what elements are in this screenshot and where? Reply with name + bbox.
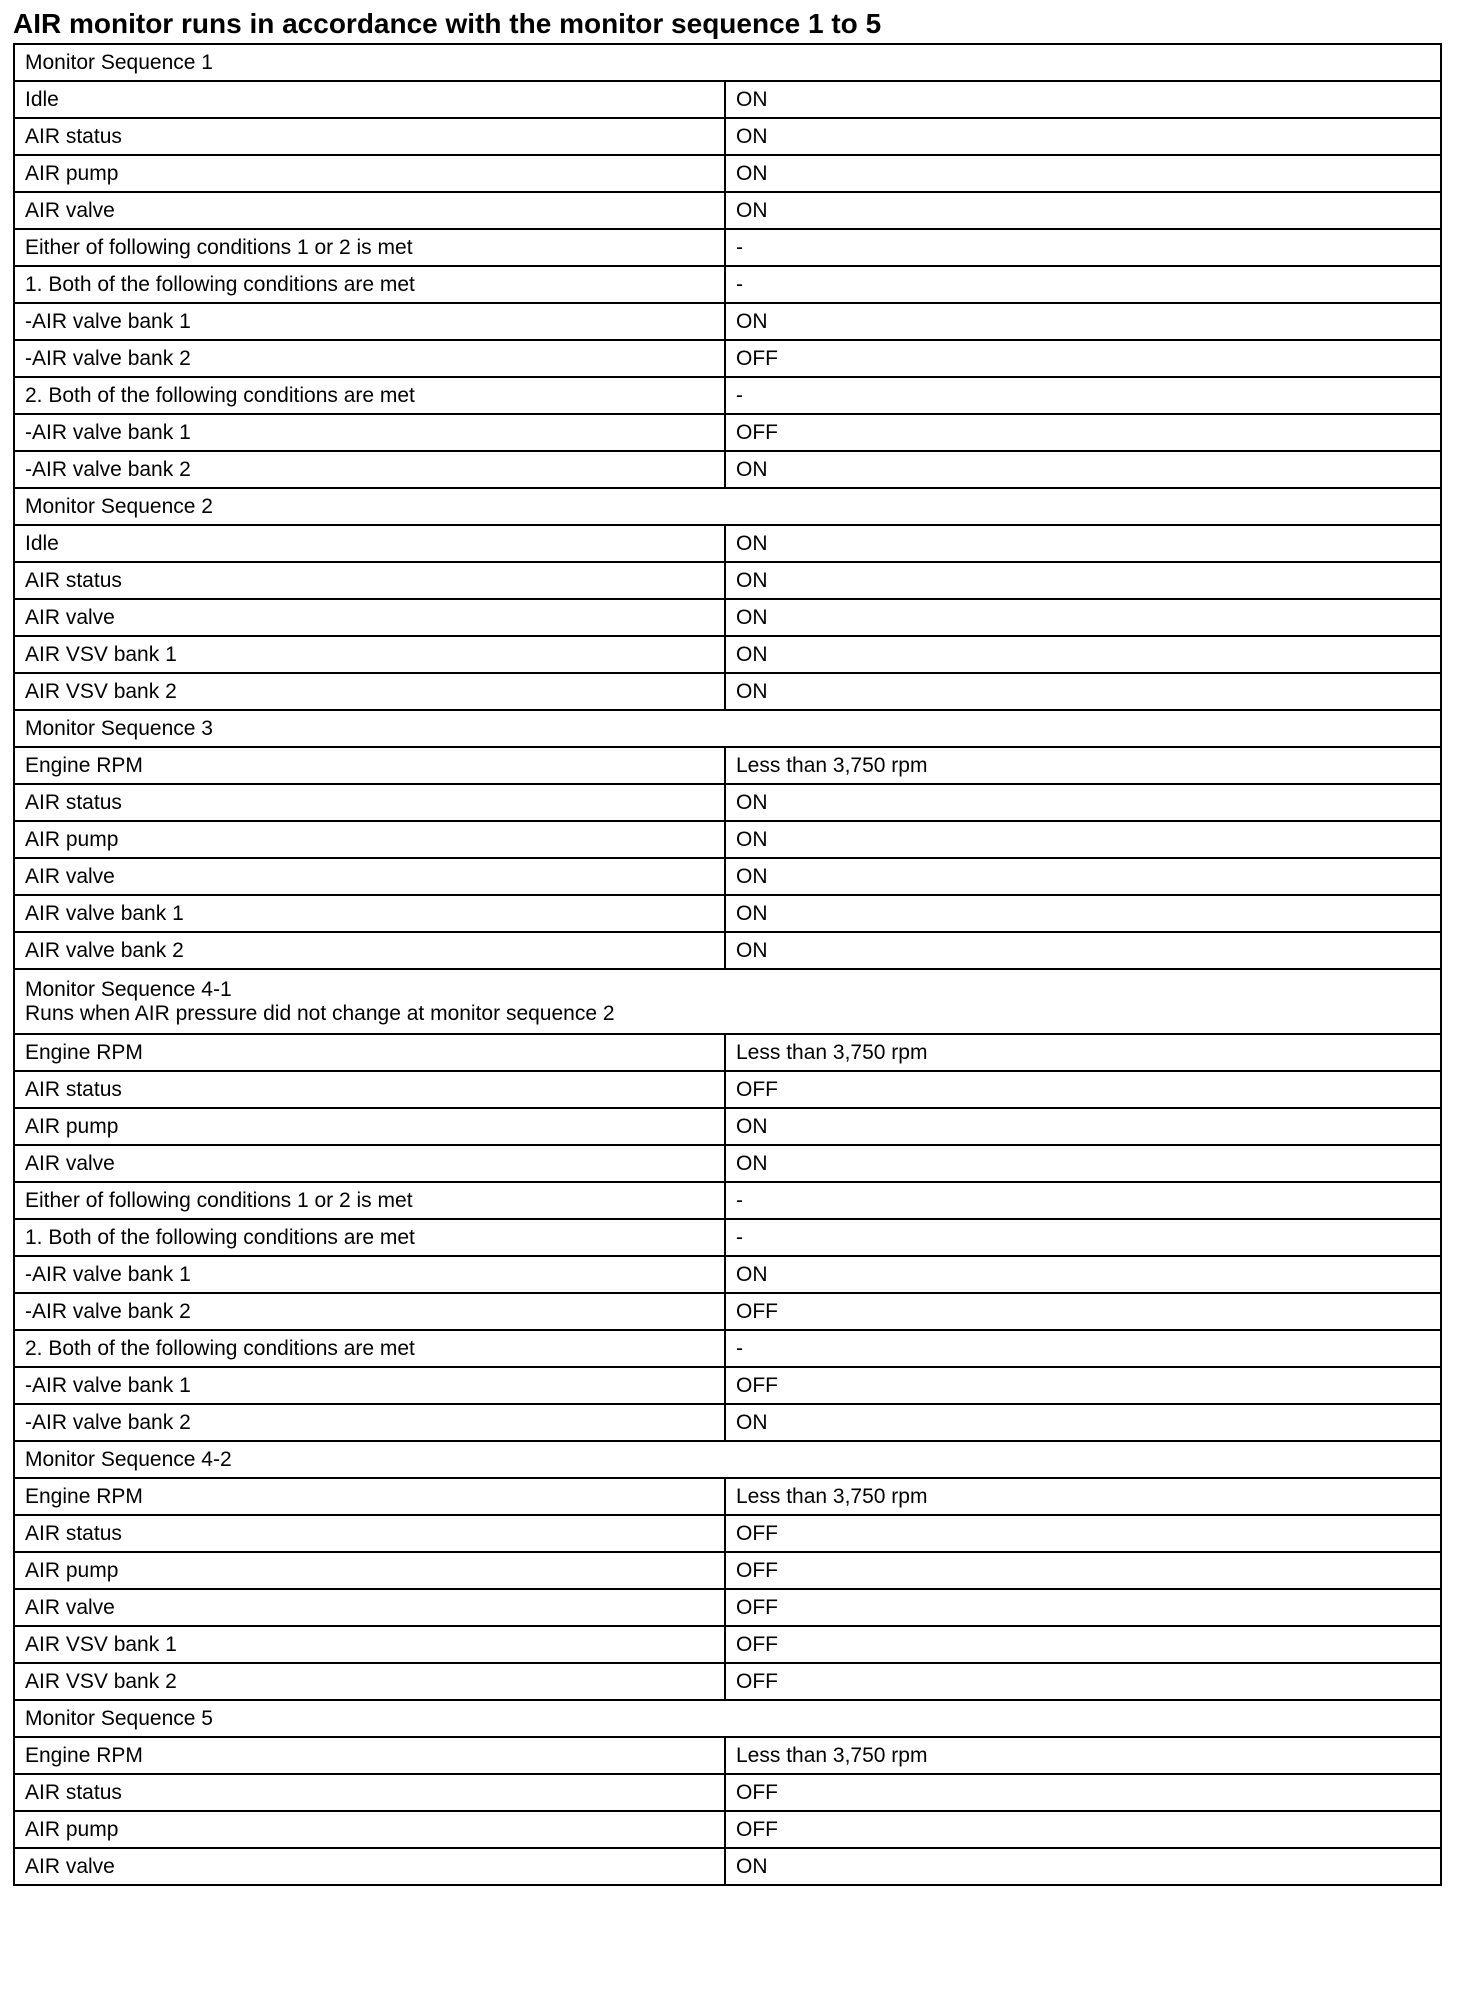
condition-row <box>14 747 1441 784</box>
condition-row <box>14 1478 1441 1515</box>
condition-row <box>14 1848 1441 1885</box>
condition-value: ON <box>725 932 1441 969</box>
condition-label: AIR pump <box>14 1108 725 1145</box>
condition-row <box>14 1182 1441 1219</box>
condition-row <box>14 155 1441 192</box>
condition-value: ON <box>725 525 1441 562</box>
condition-row <box>14 340 1441 377</box>
condition-label: Either of following conditions 1 or 2 is met <box>14 229 725 266</box>
condition-row <box>14 821 1441 858</box>
condition-row <box>14 1145 1441 1182</box>
condition-value: ON <box>725 1404 1441 1441</box>
condition-value: ON <box>725 636 1441 673</box>
condition-row <box>14 1404 1441 1441</box>
condition-label: 1. Both of the following conditions are met <box>14 1219 725 1256</box>
condition-label: -AIR valve bank 2 <box>14 1404 725 1441</box>
condition-value: ON <box>725 1256 1441 1293</box>
condition-label: Engine RPM <box>14 1737 725 1774</box>
condition-label: AIR valve <box>14 1589 725 1626</box>
condition-value: ON <box>725 784 1441 821</box>
condition-row <box>14 1071 1441 1108</box>
condition-value: ON <box>725 1108 1441 1145</box>
condition-label: -AIR valve bank 1 <box>14 1256 725 1293</box>
condition-value: - <box>725 229 1441 266</box>
condition-label: AIR VSV bank 2 <box>14 673 725 710</box>
condition-label: AIR pump <box>14 155 725 192</box>
condition-value: ON <box>725 1848 1441 1885</box>
condition-label: AIR VSV bank 2 <box>14 1663 725 1700</box>
sequence-header-row <box>14 710 1441 747</box>
condition-label: AIR valve bank 1 <box>14 895 725 932</box>
sequence-header-cell <box>14 969 1441 1034</box>
condition-value: ON <box>725 821 1441 858</box>
condition-row <box>14 1515 1441 1552</box>
condition-label: Either of following conditions 1 or 2 is met <box>14 1182 725 1219</box>
sequence-header-row <box>14 969 1441 1034</box>
condition-value: Less than 3,750 rpm <box>725 1034 1441 1071</box>
condition-label: AIR valve <box>14 1145 725 1182</box>
condition-value: OFF <box>725 1515 1441 1552</box>
condition-value: ON <box>725 118 1441 155</box>
sequence-header-cell <box>14 488 1441 525</box>
condition-value: ON <box>725 155 1441 192</box>
condition-row <box>14 118 1441 155</box>
condition-value: ON <box>725 599 1441 636</box>
condition-row <box>14 377 1441 414</box>
condition-row <box>14 1626 1441 1663</box>
condition-value: OFF <box>725 1663 1441 1700</box>
condition-value: OFF <box>725 1367 1441 1404</box>
sequence-note: Runs when AIR pressure did not change at monitor sequence 2 <box>25 1001 615 1025</box>
condition-label: Engine RPM <box>14 747 725 784</box>
condition-row <box>14 1293 1441 1330</box>
condition-value: OFF <box>725 1552 1441 1589</box>
condition-value: OFF <box>725 1774 1441 1811</box>
condition-label: Engine RPM <box>14 1478 725 1515</box>
condition-value: OFF <box>725 340 1441 377</box>
condition-row <box>14 636 1441 673</box>
condition-row <box>14 858 1441 895</box>
condition-row <box>14 451 1441 488</box>
sequence-header-row <box>14 1441 1441 1478</box>
condition-label: AIR status <box>14 1774 725 1811</box>
sequence-header-cell <box>14 1700 1441 1737</box>
condition-label: Idle <box>14 525 725 562</box>
condition-row <box>14 1811 1441 1848</box>
condition-label: AIR valve bank 2 <box>14 932 725 969</box>
condition-label: 2. Both of the following conditions are met <box>14 1330 725 1367</box>
condition-value: Less than 3,750 rpm <box>725 747 1441 784</box>
condition-value: ON <box>725 451 1441 488</box>
condition-label: AIR status <box>14 784 725 821</box>
condition-label: AIR VSV bank 1 <box>14 636 725 673</box>
condition-value: ON <box>725 81 1441 118</box>
condition-row <box>14 303 1441 340</box>
condition-row <box>14 525 1441 562</box>
condition-value: - <box>725 1219 1441 1256</box>
sequence-header-cell <box>14 710 1441 747</box>
condition-row <box>14 1256 1441 1293</box>
sequence-header-cell <box>14 44 1441 81</box>
condition-value: - <box>725 1182 1441 1219</box>
condition-row <box>14 784 1441 821</box>
condition-label: Engine RPM <box>14 1034 725 1071</box>
condition-row <box>14 673 1441 710</box>
condition-label: -AIR valve bank 2 <box>14 340 725 377</box>
condition-row <box>14 1774 1441 1811</box>
condition-value: Less than 3,750 rpm <box>725 1478 1441 1515</box>
condition-row <box>14 1034 1441 1071</box>
condition-value: OFF <box>725 1589 1441 1626</box>
condition-row <box>14 599 1441 636</box>
condition-row <box>14 81 1441 118</box>
condition-row <box>14 932 1441 969</box>
condition-value: ON <box>725 1145 1441 1182</box>
condition-label: AIR status <box>14 1071 725 1108</box>
sequence-title: Monitor Sequence 5 <box>25 1706 213 1730</box>
condition-label: AIR pump <box>14 1552 725 1589</box>
condition-row <box>14 229 1441 266</box>
condition-value: OFF <box>725 1071 1441 1108</box>
sequence-title: Monitor Sequence 1 <box>25 50 213 74</box>
condition-value: ON <box>725 562 1441 599</box>
condition-label: -AIR valve bank 2 <box>14 451 725 488</box>
condition-value: Less than 3,750 rpm <box>725 1737 1441 1774</box>
condition-label: 2. Both of the following conditions are met <box>14 377 725 414</box>
condition-label: AIR valve <box>14 858 725 895</box>
condition-label: AIR status <box>14 118 725 155</box>
table-body <box>14 44 1441 1885</box>
sequence-header-row <box>14 44 1441 81</box>
condition-label: AIR status <box>14 1515 725 1552</box>
condition-label: AIR pump <box>14 821 725 858</box>
condition-label: -AIR valve bank 2 <box>14 1293 725 1330</box>
condition-row <box>14 192 1441 229</box>
sequence-title: Monitor Sequence 4-2 <box>25 1447 232 1471</box>
condition-value: ON <box>725 895 1441 932</box>
condition-value: ON <box>725 303 1441 340</box>
condition-value: ON <box>725 858 1441 895</box>
condition-row <box>14 895 1441 932</box>
condition-label: AIR valve <box>14 1848 725 1885</box>
condition-value: ON <box>725 673 1441 710</box>
condition-label: AIR pump <box>14 1811 725 1848</box>
condition-value: OFF <box>725 414 1441 451</box>
monitor-sequence-table <box>13 43 1442 1886</box>
sequence-header-row <box>14 488 1441 525</box>
condition-label: AIR valve <box>14 192 725 229</box>
condition-row <box>14 1219 1441 1256</box>
condition-value: OFF <box>725 1293 1441 1330</box>
condition-label: AIR valve <box>14 599 725 636</box>
condition-value: OFF <box>725 1626 1441 1663</box>
condition-row <box>14 266 1441 303</box>
condition-row <box>14 1552 1441 1589</box>
condition-label: -AIR valve bank 1 <box>14 414 725 451</box>
sequence-title: Monitor Sequence 3 <box>25 716 213 740</box>
sequence-header-cell <box>14 1441 1441 1478</box>
condition-value: - <box>725 377 1441 414</box>
condition-value: - <box>725 1330 1441 1367</box>
sequence-title: Monitor Sequence 4-1 <box>25 977 232 1001</box>
condition-row <box>14 1367 1441 1404</box>
condition-value: - <box>725 266 1441 303</box>
condition-row <box>14 1737 1441 1774</box>
condition-label: Idle <box>14 81 725 118</box>
condition-row <box>14 414 1441 451</box>
condition-row <box>14 1663 1441 1700</box>
condition-label: -AIR valve bank 1 <box>14 1367 725 1404</box>
sequence-title: Monitor Sequence 2 <box>25 494 213 518</box>
condition-row <box>14 1108 1441 1145</box>
condition-row <box>14 1330 1441 1367</box>
condition-value: ON <box>725 192 1441 229</box>
condition-row <box>14 1589 1441 1626</box>
condition-label: -AIR valve bank 1 <box>14 303 725 340</box>
condition-label: AIR VSV bank 1 <box>14 1626 725 1663</box>
condition-label: AIR status <box>14 562 725 599</box>
condition-row <box>14 562 1441 599</box>
document-title: AIR monitor runs in accordance with the monitor sequence 1 to 5 <box>13 8 882 39</box>
condition-value: OFF <box>725 1811 1441 1848</box>
condition-label: 1. Both of the following conditions are met <box>14 266 725 303</box>
sequence-header-row <box>14 1700 1441 1737</box>
